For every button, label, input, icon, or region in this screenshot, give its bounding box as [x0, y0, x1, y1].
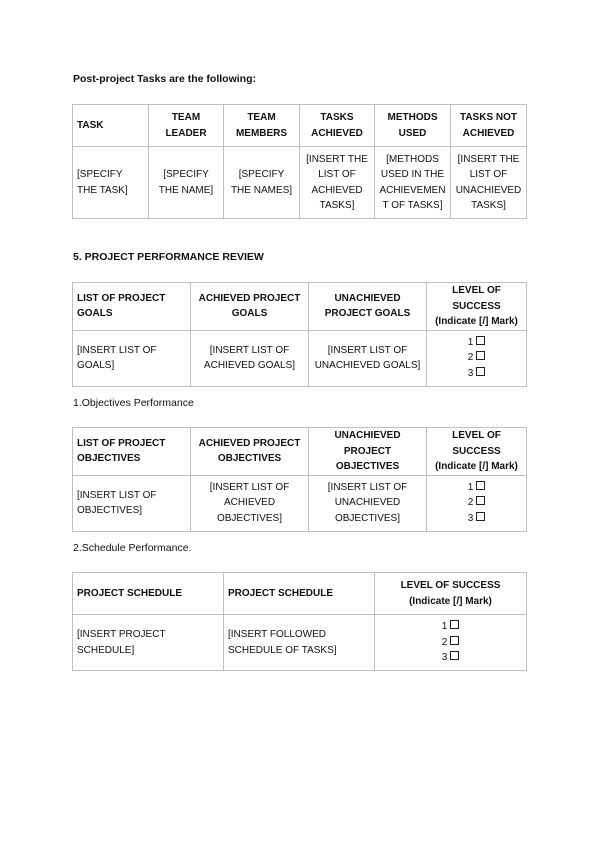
cell-team-members: [SPECIFY THE NAMES]: [224, 147, 300, 219]
header-methods-used: METHODS USED: [375, 105, 451, 147]
header-level-of-success: LEVEL OF SUCCESS (Indicate [/] Mark): [427, 283, 527, 331]
objectives-table: [72, 427, 527, 532]
level-option-2[interactable]: 2: [468, 495, 486, 511]
header-project-schedule: PROJECT SCHEDULE: [73, 573, 224, 615]
schedule-heading: 2.Schedule Performance.: [73, 542, 192, 554]
checkbox-icon[interactable]: [450, 651, 459, 660]
level-option-3[interactable]: 3: [442, 650, 460, 666]
level-option-1[interactable]: 1: [468, 335, 486, 351]
header-list-of-objectives: LIST OF PROJECT OBJECTIVES: [73, 428, 191, 476]
level-option-2[interactable]: 2: [442, 635, 460, 651]
intro-text: Post-project Tasks are the following:: [73, 73, 257, 85]
checkbox-icon[interactable]: [476, 496, 485, 505]
cell-list-of-goals: [INSERT LIST OF GOALS]: [73, 330, 191, 386]
cell-tasks-achieved: [INSERT THE LIST OF ACHIEVED TASKS]: [300, 147, 375, 219]
checkbox-icon[interactable]: [476, 351, 485, 360]
header-achieved-goals: ACHIEVED PROJECT GOALS: [191, 283, 309, 331]
level-option-3[interactable]: 3: [468, 366, 486, 382]
level-of-success-options: [375, 615, 527, 671]
header-team-leader: TEAM LEADER: [149, 105, 224, 147]
header-tasks-not-achieved: TASKS NOT ACHIEVED: [451, 105, 527, 147]
header-list-of-goals: LIST OF PROJECT GOALS: [73, 283, 191, 331]
header-level-of-success: LEVEL OF SUCCESS (Indicate [/] Mark): [427, 428, 527, 476]
schedule-table: [72, 572, 527, 671]
cell-methods-used: [METHODS USED IN THE ACHIEVEMEN T OF TASKS]: [375, 147, 451, 219]
cell-task: [SPECIFY THE TASK]: [73, 147, 149, 219]
level-option-1[interactable]: 1: [468, 480, 486, 496]
header-team-members: TEAM MEMBERS: [224, 105, 300, 147]
section-heading: 5. PROJECT PERFORMANCE REVIEW: [73, 251, 264, 263]
checkbox-icon[interactable]: [476, 336, 485, 345]
objectives-heading: 1.Objectives Performance: [73, 397, 194, 409]
checkbox-icon[interactable]: [476, 367, 485, 376]
cell-achieved-goals: [INSERT LIST OF ACHIEVED GOALS]: [191, 330, 309, 386]
cell-achieved-objectives: [INSERT LIST OF ACHIEVED OBJECTIVES]: [191, 475, 309, 531]
checkbox-icon[interactable]: [450, 620, 459, 629]
level-option-1[interactable]: 1: [442, 619, 460, 635]
cell-team-leader: [SPECIFY THE NAME]: [149, 147, 224, 219]
level-of-success-options: [427, 475, 527, 531]
tasks-table: [72, 104, 527, 219]
cell-tasks-not-achieved: [INSERT THE LIST OF UNACHIEVED TASKS]: [451, 147, 527, 219]
header-project-schedule-2: PROJECT SCHEDULE: [224, 573, 375, 615]
cell-followed-schedule: [INSERT FOLLOWED SCHEDULE OF TASKS]: [224, 615, 375, 671]
checkbox-icon[interactable]: [450, 636, 459, 645]
goals-table: [72, 282, 527, 387]
level-option-3[interactable]: 3: [468, 511, 486, 527]
header-unachieved-objectives: UNACHIEVED PROJECT OBJECTIVES: [309, 428, 427, 476]
level-of-success-options: [427, 330, 527, 386]
header-tasks-achieved: TASKS ACHIEVED: [300, 105, 375, 147]
cell-project-schedule: [INSERT PROJECT SCHEDULE]: [73, 615, 224, 671]
header-level-of-success: LEVEL OF SUCCESS (Indicate [/] Mark): [375, 573, 527, 615]
level-option-2[interactable]: 2: [468, 350, 486, 366]
cell-unachieved-objectives: [INSERT LIST OF UNACHIEVED OBJECTIVES]: [309, 475, 427, 531]
header-task: TASK: [73, 105, 149, 147]
header-unachieved-goals: UNACHIEVED PROJECT GOALS: [309, 283, 427, 331]
checkbox-icon[interactable]: [476, 481, 485, 490]
cell-list-of-objectives: [INSERT LIST OF OBJECTIVES]: [73, 475, 191, 531]
checkbox-icon[interactable]: [476, 512, 485, 521]
cell-unachieved-goals: [INSERT LIST OF UNACHIEVED GOALS]: [309, 330, 427, 386]
header-achieved-objectives: ACHIEVED PROJECT OBJECTIVES: [191, 428, 309, 476]
